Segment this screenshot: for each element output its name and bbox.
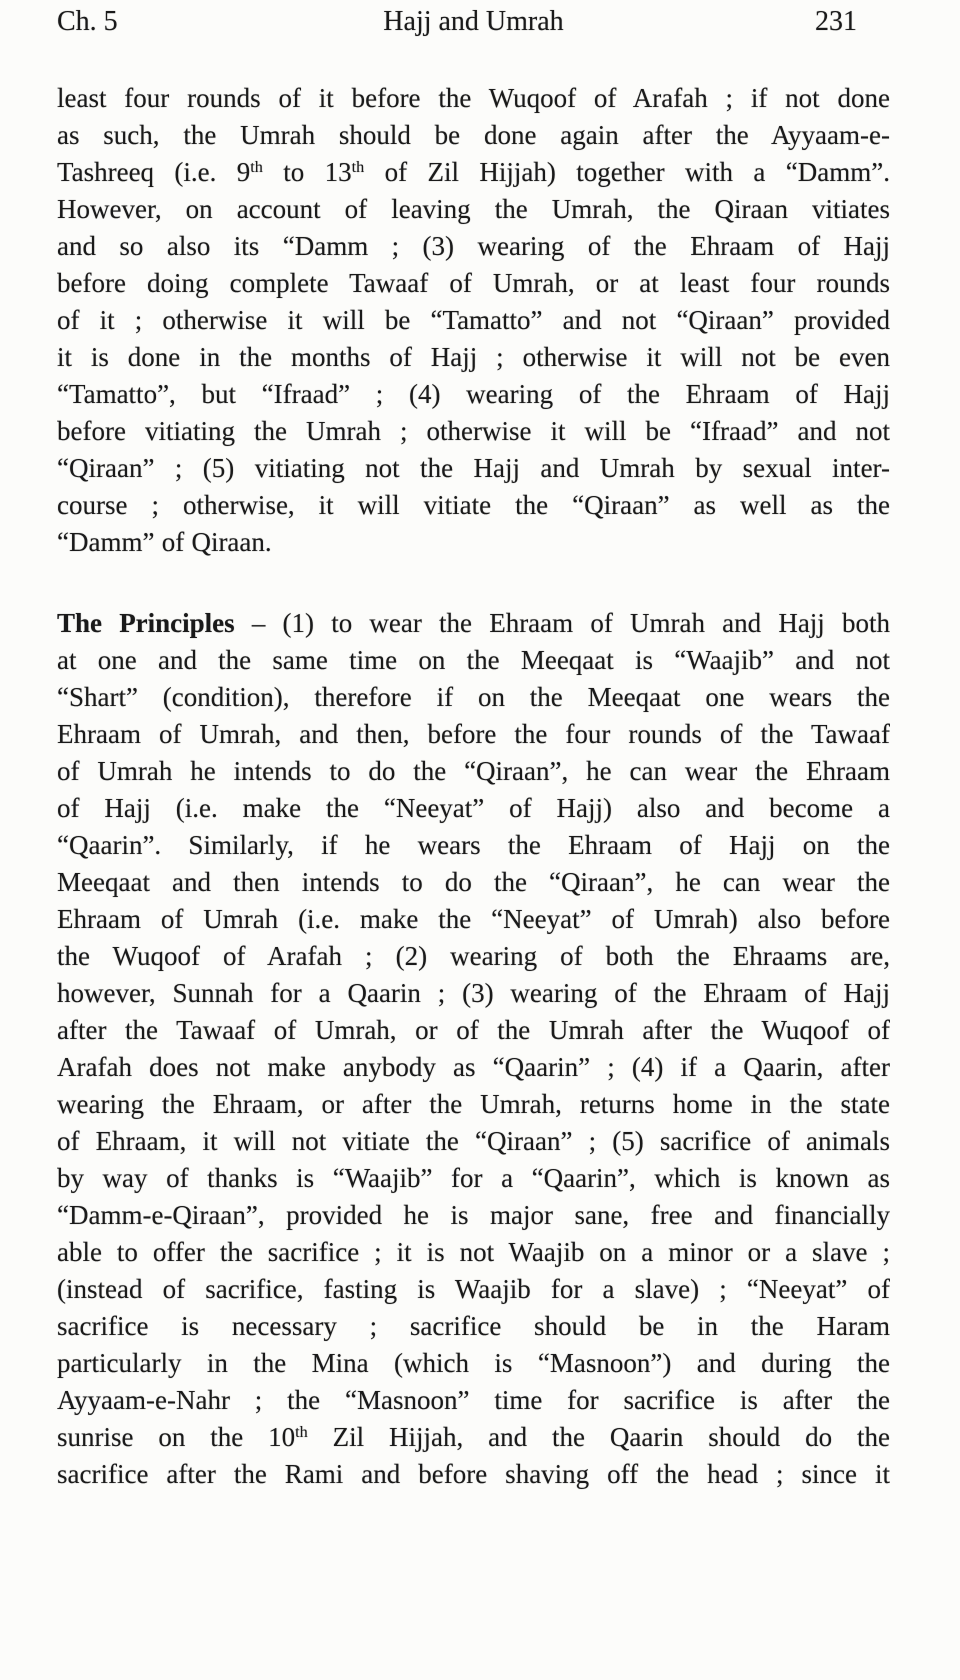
text-line: course ; otherwise, it will vitiate the “Qiraan” as well as the — [57, 490, 890, 520]
text-line: it is done in the months of Hajj ; otherwise it will not be even — [57, 342, 890, 372]
text-line: sacrifice after the Rami and before shaving off the head ; since it — [57, 1459, 890, 1489]
text-line: the Wuqoof of Arafah ; (2) wearing of both the Ehraams are, — [57, 941, 890, 971]
page-body — [57, 80, 890, 1493]
text-line: as such, the Umrah should be done again after the Ayyaam-e- — [57, 120, 890, 150]
text-line: particularly in the Mina (which is “Masnoon”) and during the — [57, 1348, 890, 1378]
text-line: able to offer the sacrifice ; it is not Waajib on a minor or a slave ; — [57, 1237, 890, 1267]
paragraph — [57, 605, 890, 1493]
text-line: however, Sunnah for a Qaarin ; (3) wearing of the Ehraam of Hajj — [57, 978, 890, 1008]
text-line: wearing the Ehraam, or after the Umrah, returns home in the state — [57, 1089, 890, 1119]
text-line: “Qaarin”. Similarly, if he wears the Ehraam of Hajj on the — [57, 830, 890, 860]
text-line: of Hajj (i.e. make the “Neeyat” of Hajj) also and become a — [57, 793, 890, 823]
text-line: sunrise on the 10th Zil Hijjah, and the Qaarin should do the — [57, 1422, 890, 1452]
text-line: “Damm” of Qiraan. — [57, 527, 272, 557]
text-line: “Tamatto”, but “Ifraad” ; (4) wearing of the Ehraam of Hajj — [57, 379, 890, 409]
ordinal-superscript: th — [250, 158, 263, 177]
paragraph-lead: The Principles — [57, 608, 235, 638]
chapter-label: Ch. 5 — [57, 6, 118, 37]
text-line: of Umrah he intends to do the “Qiraan”, he can wear the Ehraam — [57, 756, 890, 786]
text-line: Arafah does not make anybody as “Qaarin” ; (4) if a Qaarin, after — [57, 1052, 890, 1082]
text-line: The Principles – (1) to wear the Ehraam of Umrah and Hajj both — [57, 608, 890, 638]
text-line: Ehraam of Umrah (i.e. make the “Neeyat” of Umrah) also before — [57, 904, 890, 934]
text-line: Ehraam of Umrah, and then, before the four rounds of the Tawaaf — [57, 719, 890, 749]
page-number: 231 — [815, 6, 857, 37]
page-header — [57, 7, 890, 37]
text-line: of it ; otherwise it will be “Tamatto” and not “Qiraan” provided — [57, 305, 890, 335]
text-line: (instead of sacrifice, fasting is Waajib for a slave) ; “Neeyat” of — [57, 1274, 890, 1304]
paragraph — [57, 80, 890, 561]
text-line: sacrifice is necessary ; sacrifice should be in the Haram — [57, 1311, 890, 1341]
text-line: “Shart” (condition), therefore if on the Meeqaat one wears the — [57, 682, 890, 712]
text-line: by way of thanks is “Waajib” for a “Qaarin”, which is known as — [57, 1163, 890, 1193]
text-line: Meeqaat and then intends to do the “Qiraan”, he can wear the — [57, 867, 890, 897]
text-line: Tashreeq (i.e. 9th to 13th of Zil Hijjah) together with a “Damm”. — [57, 157, 890, 187]
text-line: least four rounds of it before the Wuqoof of Arafah ; if not done — [57, 83, 890, 113]
text-line: after the Tawaaf of Umrah, or of the Umrah after the Wuqoof of — [57, 1015, 890, 1045]
ordinal-superscript: th — [295, 1423, 308, 1442]
text-line: and so also its “Damm ; (3) wearing of the Ehraam of Hajj — [57, 231, 890, 261]
ordinal-superscript: th — [351, 158, 365, 177]
text-line: at one and the same time on the Meeqaat is “Waajib” and not — [57, 645, 890, 675]
text-line: before doing complete Tawaaf of Umrah, or at least four rounds — [57, 268, 890, 298]
text-line: “Qiraan” ; (5) vitiating not the Hajj and Umrah by sexual inter- — [57, 453, 890, 483]
page-title: Hajj and Umrah — [383, 6, 564, 37]
text-line: of Ehraam, it will not vitiate the “Qiraan” ; (5) sacrifice of animals — [57, 1126, 890, 1156]
text-line: However, on account of leaving the Umrah, the Qiraan vitiates — [57, 194, 890, 224]
text-line: “Damm-e-Qiraan”, provided he is major sane, free and financially — [57, 1200, 890, 1230]
text-line: Ayyaam-e-Nahr ; the “Masnoon” time for sacrifice is after the — [57, 1385, 890, 1415]
text-line: before vitiating the Umrah ; otherwise it will be “Ifraad” and not — [57, 416, 890, 446]
